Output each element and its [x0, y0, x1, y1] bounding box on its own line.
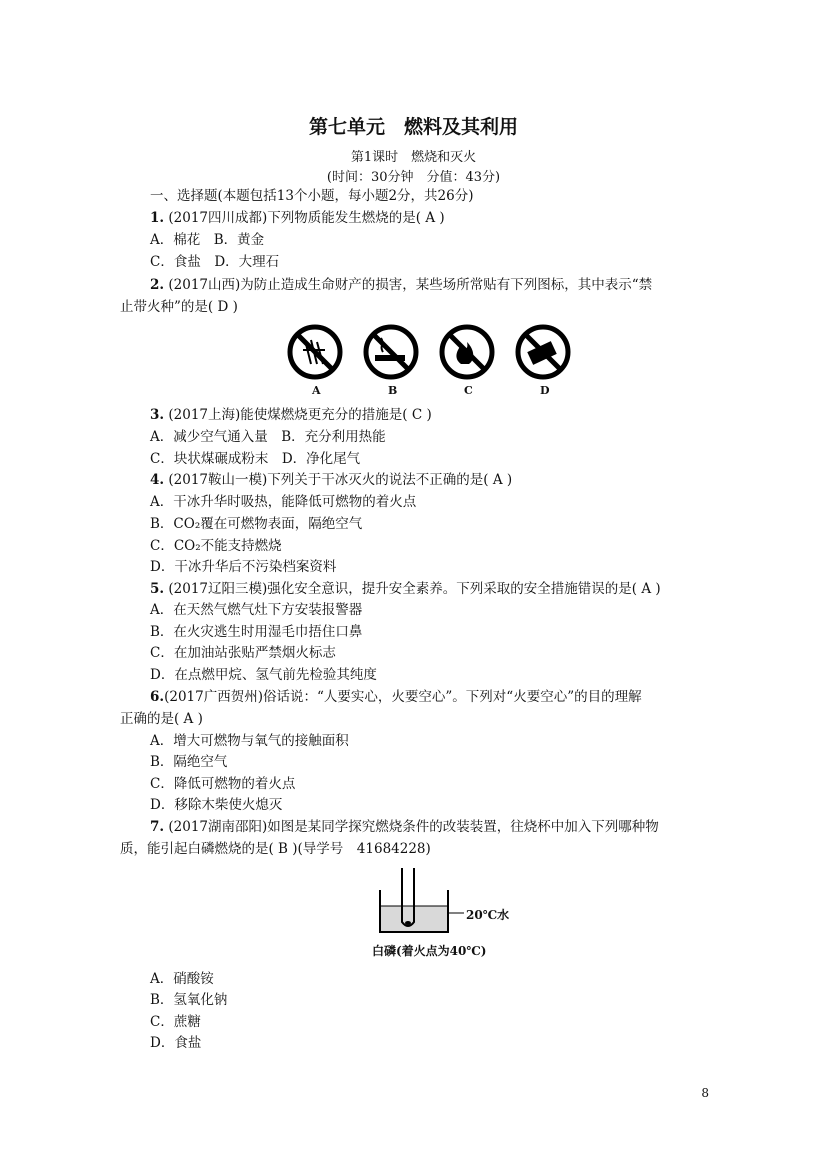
question-number: 6. [150, 689, 165, 705]
option-line: A．干冰升华时吸热，能降低可燃物的着火点 [150, 494, 417, 510]
option-line: D．移除木柴使火熄灭 [150, 797, 283, 813]
question-text: (2017四川成都)下列物质能发生燃烧的是( A ) [164, 210, 445, 226]
option-line: C．降低可燃物的着火点 [150, 776, 296, 792]
figure-label-d: D [540, 384, 550, 397]
figure-label-c: C [464, 384, 473, 397]
no-matches-icon [518, 327, 568, 377]
option-line: C．食盐 D．大理石 [150, 254, 280, 270]
question-number: 2. [150, 277, 165, 293]
option-line: A．硝酸铵 [150, 971, 214, 987]
figure-label-b: B [388, 384, 398, 397]
question-3 [150, 405, 432, 425]
question-text: (2017湖南邵阳)如图是某同学探究燃烧条件的改装装置，往烧杯中加入下列哪种物 [164, 819, 659, 835]
no-fireworks-icon [290, 327, 340, 377]
question-text: (2017山西)为防止造成生命财产的损害，某些场所常贴有下列图标，其中表示“禁 [164, 277, 653, 293]
prohibition-signs-figure [285, 322, 575, 402]
water-temp-label: 20℃水 [466, 908, 510, 922]
option-line: D．在点燃甲烷、氢气前先检验其纯度 [150, 667, 377, 683]
question-number: 7. [150, 819, 165, 835]
option-line: B．氢氧化钠 [150, 992, 228, 1008]
question-number: 4. [150, 472, 165, 488]
unit-title: 第七单元 燃料及其利用 [308, 116, 518, 138]
option-line: C．蔗糖 [150, 1014, 201, 1030]
option-line: B．在火灾逃生时用湿毛巾捂住口鼻 [150, 624, 363, 640]
option-line: A．减少空气通入量 B．充分利用热能 [150, 429, 386, 445]
option-line: A．棉花 B．黄金 [150, 232, 265, 248]
question-4 [150, 470, 512, 490]
no-smoking-icon [366, 327, 416, 377]
option-line: B．隔绝空气 [150, 754, 228, 770]
option-line: D．食盐 [150, 1035, 202, 1051]
question-text-cont: 正确的是( A ) [120, 711, 203, 727]
option-line: A．增大可燃物与氧气的接触面积 [150, 733, 349, 749]
page-number: 8 [701, 1086, 709, 1100]
white-phosphorus-caption: 白磷(着火点为40℃) [372, 944, 487, 958]
question-5 [150, 579, 661, 599]
lesson-title: 第1课时 燃烧和灭火 [350, 150, 477, 165]
question-text-cont: 止带火种”的是( D ) [120, 299, 238, 315]
question-number: 5. [150, 581, 165, 597]
question-text-cont: 质，能引起白磷燃烧的是( B )(导学号 41684228) [120, 841, 431, 857]
option-line: A．在天然气燃气灶下方安装报警器 [150, 602, 363, 618]
beaker-apparatus-figure [368, 866, 508, 938]
figure-label-a: A [312, 384, 321, 397]
question-text: (2017上海)能使煤燃烧更充分的措施是( C ) [164, 407, 432, 423]
option-line: C．在加油站张贴严禁烟火标志 [150, 645, 336, 661]
question-number: 3. [150, 407, 165, 423]
option-line: D．干冰升华后不污染档案资料 [150, 559, 337, 575]
section-heading: 一、选择题(本题包括13个小题，每小题2分，共26分) [150, 188, 474, 204]
option-line: C．块状煤碾成粉末 D．净化尾气 [150, 451, 361, 467]
question-6 [150, 687, 642, 707]
no-open-flame-icon [442, 327, 492, 377]
question-number: 1. [150, 210, 165, 226]
question-7 [150, 817, 659, 837]
question-text: (2017鞍山一模)下列关于干冰灭火的说法不正确的是( A ) [164, 472, 513, 488]
question-text: (2017辽阳三模)强化安全意识，提升安全素养。下列采取的安全措施错误的是( A ) [164, 581, 661, 597]
question-2 [150, 275, 652, 295]
question-text: (2017广西贺州)俗话说：“人要实心，火要空心”。下列对“火要空心”的目的理解 [164, 689, 642, 705]
option-line: B．CO₂覆在可燃物表面，隔绝空气 [150, 516, 363, 532]
option-line: C．CO₂不能支持燃烧 [150, 538, 282, 554]
question-1 [150, 208, 445, 228]
time-score: (时间：30分钟 分值：43分) [326, 170, 501, 185]
